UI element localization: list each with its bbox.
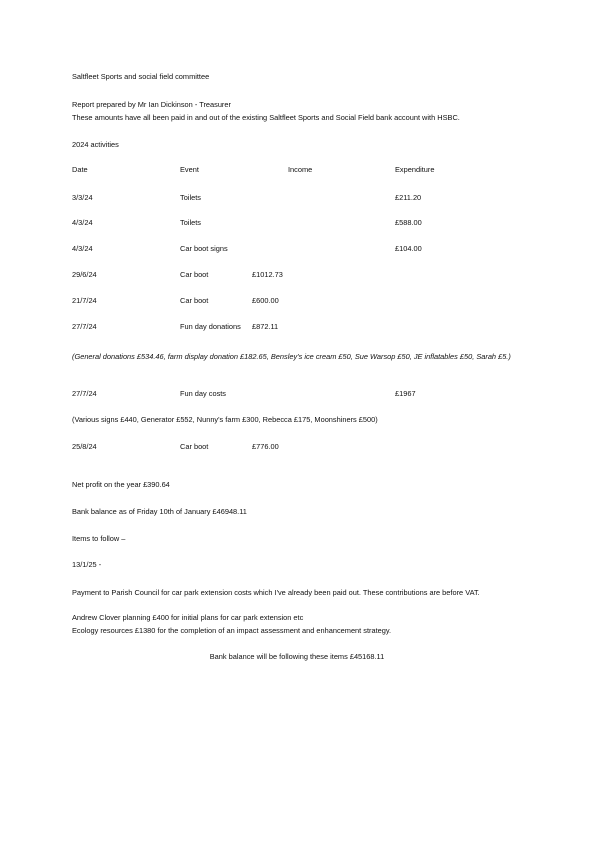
bank-balance: Bank balance as of Friday 10th of January £46948.11	[72, 507, 247, 516]
net-profit: Net profit on the year £390.64	[72, 480, 170, 489]
row-date: 3/3/24	[72, 193, 93, 202]
row-income: £872.11	[252, 322, 279, 331]
table-row	[0, 194, 594, 204]
table-row	[0, 245, 594, 255]
row-event: Car boot signs	[180, 244, 228, 253]
row-date: 27/7/24	[72, 322, 97, 331]
table-row	[0, 390, 594, 400]
table-row	[0, 219, 594, 229]
committee-title: Saltfleet Sports and social field committee	[72, 72, 210, 81]
row-expenditure: £104.00	[395, 244, 422, 253]
row-expenditure: £211.20	[395, 193, 422, 202]
prepared-by: Report prepared by Mr Ian Dickinson - Treasurer	[72, 100, 231, 109]
table-row	[0, 323, 594, 333]
intro-text: These amounts have all been paid in and out of the existing Saltfleet Sports and Social Field bank account with HSBC.	[72, 113, 460, 122]
column-header-event: Event	[180, 165, 199, 174]
row-date: 4/3/24	[72, 244, 93, 253]
row-event: Toilets	[180, 218, 201, 227]
row-event: Car boot	[180, 442, 209, 451]
row-event: Fun day costs	[180, 389, 227, 398]
row-expenditure: £1967	[395, 389, 416, 398]
row-date: 25/8/24	[72, 442, 97, 451]
final-bank-balance: Bank balance will be following these items £45168.11	[209, 652, 385, 661]
table-row	[0, 271, 594, 281]
row-income: £600.00	[252, 296, 279, 305]
row-event: Car boot	[180, 270, 209, 279]
payment-note: Payment to Parish Council for car park extension costs which I've already been paid out. These contributions are before VAT.	[72, 588, 480, 597]
row-date: 4/3/24	[72, 218, 93, 227]
item-andrew-clover: Andrew Clover planning £400 for initial plans for car park extension etc	[72, 613, 304, 622]
row-date: 27/7/24	[72, 389, 97, 398]
row-income: £776.00	[252, 442, 279, 451]
column-header-date: Date	[72, 165, 88, 174]
row-expenditure: £588.00	[395, 218, 422, 227]
column-header-income: Income	[288, 165, 313, 174]
row-date: 29/6/24	[72, 270, 97, 279]
table-header	[0, 166, 594, 176]
item-ecology-resources: Ecology resources £1380 for the completion of an impact assessment and enhancement strategy.	[72, 626, 392, 635]
row-event: Toilets	[180, 193, 201, 202]
row-date: 21/7/24	[72, 296, 97, 305]
row-event: Fun day donations	[180, 322, 241, 331]
costs-note: (Various signs £440, Generator £552, Nunny's farm £300, Rebecca £175, Moonshiners £500)	[72, 415, 378, 424]
activities-heading: 2024 activities	[72, 140, 119, 149]
items-date: 13/1/25 -	[72, 560, 102, 569]
row-event: Car boot	[180, 296, 209, 305]
table-row	[0, 443, 594, 453]
table-row	[0, 297, 594, 307]
row-income: £1012.73	[252, 270, 283, 279]
donations-note: (General donations £534.46, farm display donation £182.65, Bensley's ice cream £50, Sue Warsop £50, JE inflatables £50, Sarah £5.)	[72, 352, 511, 361]
column-header-expenditure: Expenditure	[395, 165, 435, 174]
items-to-follow: Items to follow –	[72, 534, 126, 543]
